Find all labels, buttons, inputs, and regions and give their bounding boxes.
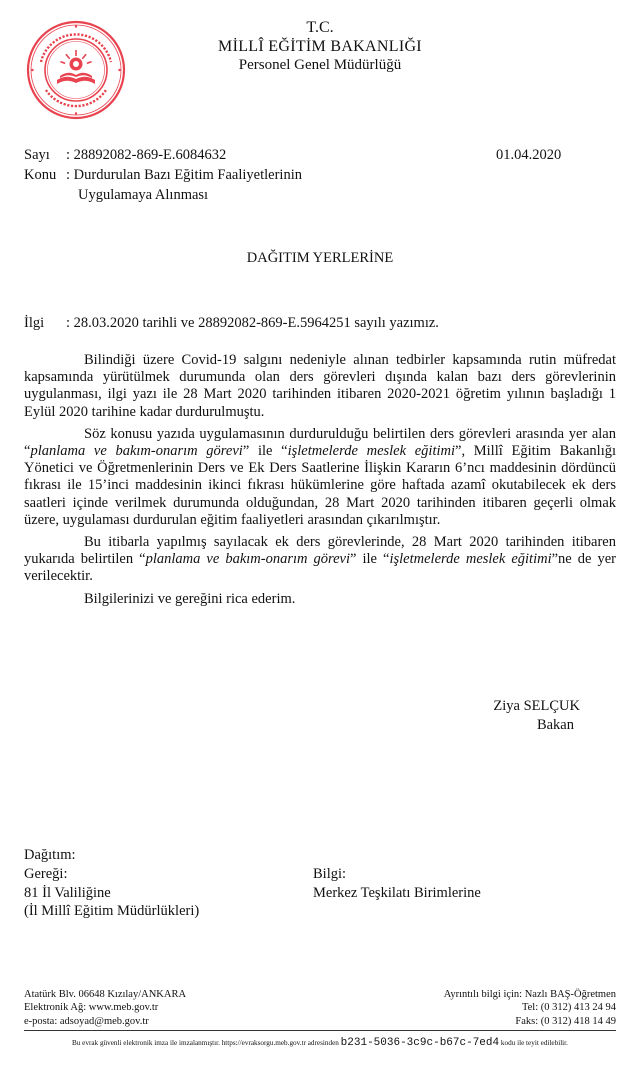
verify-prefix: Bu evrak güvenli elektronik imza ile imzalanmıştır. https://evraksorgu.meb.gov.tr adresinden bbox=[72, 1039, 339, 1047]
sayi-row bbox=[0, 146, 640, 166]
header-directorate: Personel Genel Müdürlüğü bbox=[238, 57, 402, 73]
bilgi-label: Bilgi: bbox=[313, 866, 347, 882]
footer-email: e-posta: adsoyad@meb.gov.tr bbox=[24, 1015, 149, 1027]
footer-contact bbox=[444, 988, 616, 1028]
paragraph-4: Bilgilerinizi ve gereğini rica ederim. bbox=[84, 590, 296, 607]
konu-value-line1: : Durdurulan Bazı Eğitim Faaliyetlerinin bbox=[66, 167, 302, 183]
header-ministry: MİLLÎ EĞİTİM BAKANLIĞI bbox=[218, 38, 422, 55]
footer-fax: Faks: (0 312) 418 14 49 bbox=[515, 1015, 616, 1027]
verify-suffix: kodu ile teyit edilebilir. bbox=[500, 1039, 568, 1047]
document-date: 01.04.2020 bbox=[496, 147, 562, 163]
signatory-title: Bakan bbox=[536, 717, 574, 733]
footer-contact-person: Ayrıntılı bilgi için: Nazlı BAŞ-Öğretmen bbox=[443, 989, 616, 1000]
emphasis-planning: planlama ve bakım-onarım görevi bbox=[145, 551, 351, 568]
geregi-label: Gereği: bbox=[24, 866, 68, 882]
konu-value-line2: Uygulamaya Alınması bbox=[78, 187, 209, 203]
konu-label: Konu bbox=[24, 167, 57, 183]
ilgi-row bbox=[0, 314, 640, 334]
bilgi-line1: Merkez Teşkilatı Birimlerine bbox=[313, 884, 481, 901]
footer-tel: Tel: (0 312) 413 24 94 bbox=[521, 1002, 616, 1014]
letter-body bbox=[24, 352, 616, 613]
paragraph-2: Söz konusu yazıda uygulamasının durdurulduğu belirtilen ders görevleri arasında yer alan “planlama ve bakım-onarım görevi” ile “işletmelerde meslek eğitimi”, Millî Eğitim Bakanlığı Yönetici ve Öğretmenlerinin Ders ve Ek Ders Saatlerine İlişkin Kararın 6’ncı maddesinin dördüncü fıkrası ile 15’inci maddesinin ikinci fıkrası hükümlerine göre haftada azamî okutabilecek ek ders saatleri içinde verilmek durumunda olduğundan, 28 Mart 2020 tarihinden itibaren geçerli olmak üzere, uygulaması durdurulan eğitim faaliyetleri arasından çıkarılmıştır. bbox=[24, 425, 617, 528]
emphasis-vocational: işletmelerde meslek eğitimi bbox=[389, 551, 552, 568]
konu-row bbox=[0, 166, 640, 206]
letterhead bbox=[0, 18, 640, 75]
paragraph-1: Bilindiği üzere Covid-19 salgını nedeniyle alınan tedbirler kapsamında rutin müfredat kapsamında yürütülmek durumunda olan ders görevleri dışında kalan bazı ders görevlerinin uygulanması, ilgi yazı ile 28 Mart 2020 tarihinden itibaren 2020-2021 öğretim yılının başladığı 1 Eylül 2020 tarihine kadar durdurulmuştu. bbox=[24, 352, 616, 420]
footer-web: Elektronik Ağ: www.meb.gov.tr bbox=[24, 1002, 159, 1014]
geregi-line1: 81 İl Valiliğine bbox=[24, 884, 111, 901]
verify-code: b231-5036-3c9c-b67c-7ed4 bbox=[340, 1037, 500, 1049]
paragraph-3: Bu itibarla yapılmış sayılacak ek ders görevlerinde, 28 Mart 2020 tarihinden itibaren yukarıda belirtilen “planlama ve bakım-onarım görevi” ile “işletmelerde meslek eğitimi”ne de yer verilecektir. bbox=[24, 534, 617, 585]
footer-address bbox=[24, 988, 186, 1028]
sayi-value: : 28892082-869-E.6084632 bbox=[66, 147, 227, 163]
distribution-heading: Dağıtım: bbox=[24, 847, 76, 863]
distribution-title: DAĞITIM YERLERİNE bbox=[246, 250, 394, 266]
ilgi-label: İlgi bbox=[24, 315, 45, 331]
emphasis-vocational: işletmelerde meslek eğitimi bbox=[287, 443, 456, 460]
signature-block bbox=[420, 697, 580, 735]
emphasis-planning: planlama ve bakım-onarım görevi bbox=[30, 443, 243, 460]
bilgi-block bbox=[313, 865, 481, 902]
geregi-block bbox=[24, 865, 199, 921]
ilgi-value: : 28.03.2020 tarihli ve 28892082-869-E.5964251 sayılı yazımız. bbox=[66, 315, 439, 331]
sayi-label: Sayı bbox=[24, 147, 50, 163]
signatory-name: Ziya SELÇUK bbox=[493, 698, 580, 714]
e-signature-verification bbox=[0, 1037, 640, 1049]
footer-divider bbox=[24, 1030, 616, 1031]
footer-address-line: Atatürk Blv. 06648 Kızılay/ANKARA bbox=[24, 989, 187, 1000]
header-tc: T.C. bbox=[306, 19, 334, 36]
geregi-line2: (İl Millî Eğitim Müdürlükleri) bbox=[24, 903, 200, 919]
